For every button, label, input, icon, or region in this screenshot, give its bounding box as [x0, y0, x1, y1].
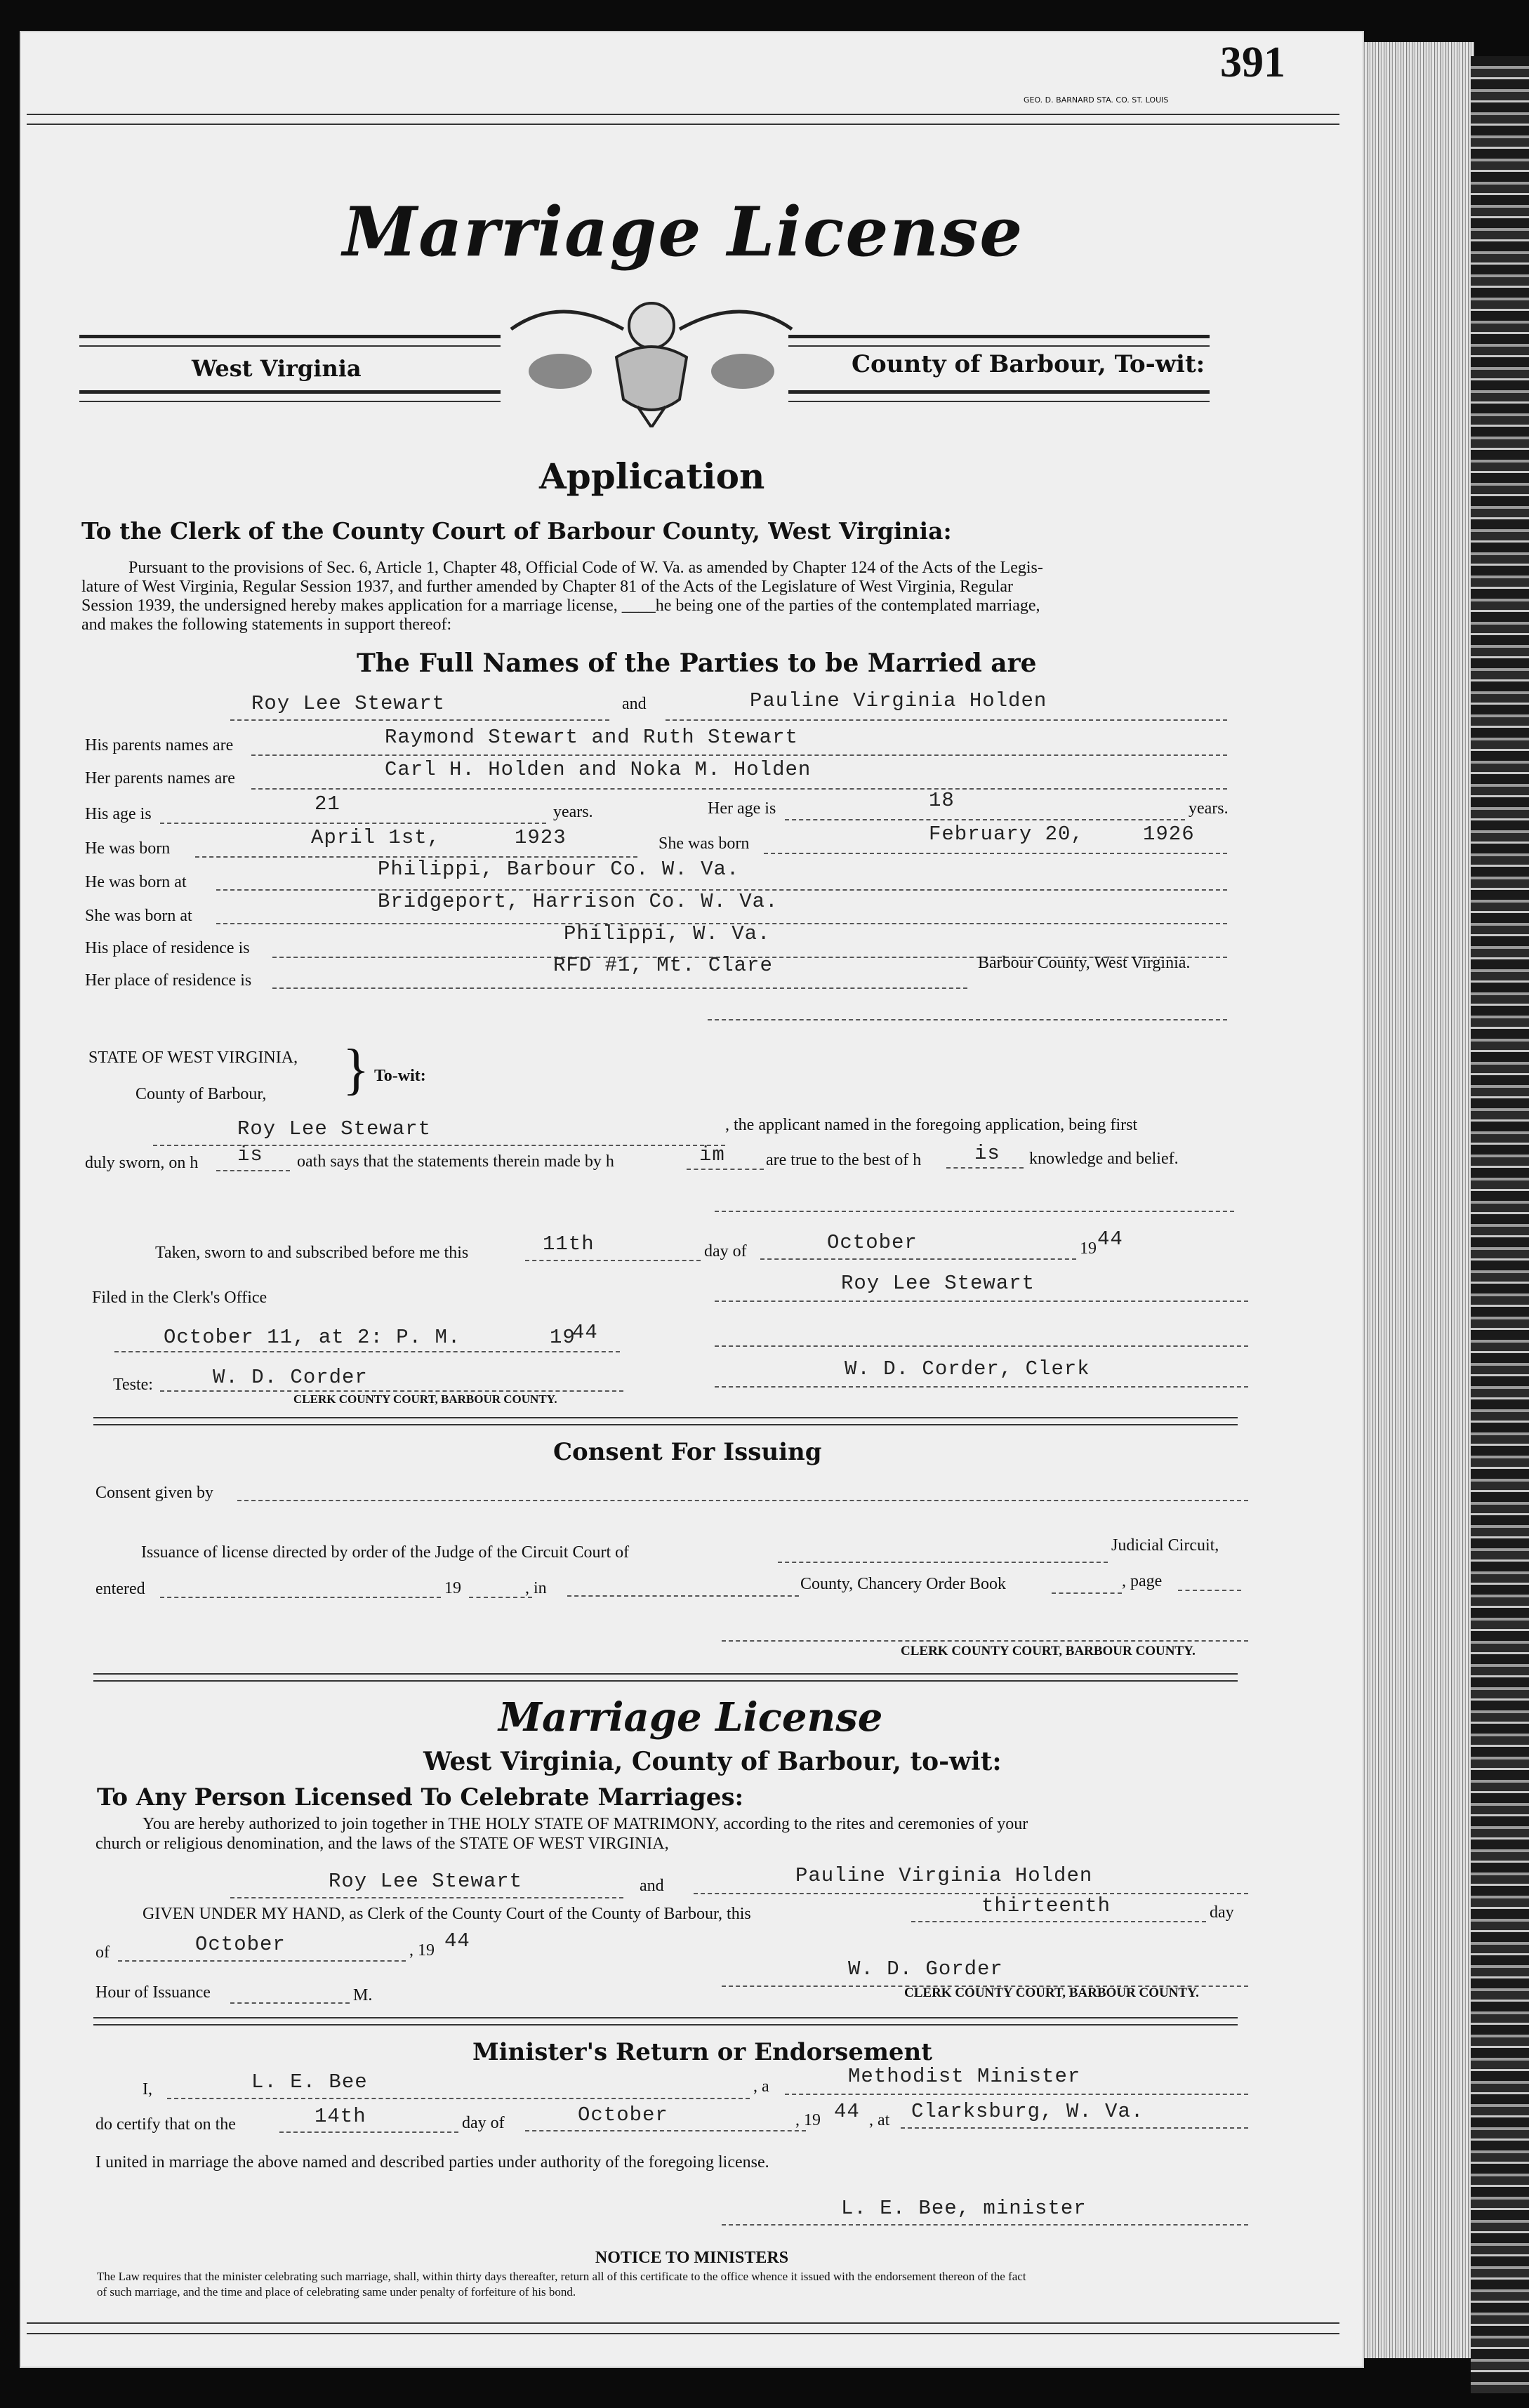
notice-line-1: The Law requires that the minister celebrating such marriage, shall, within thirty days thereafter, return all of this certificate to the office whence it issued with the endorsement thereon of the fact — [97, 2270, 1026, 2283]
divider-1b — [93, 1424, 1238, 1425]
page-number: 391 — [1220, 39, 1285, 86]
consent-judicial: Judicial Circuit, — [1111, 1536, 1219, 1555]
taken-day: 11th — [543, 1232, 595, 1256]
oath-brace: } — [343, 1039, 370, 1100]
divider-3 — [93, 2017, 1238, 2018]
pursuant-line-3: Session 1939, the undersigned hereby makes application for a marriage license, ____he being one of the parties of the contemplated marriage, — [81, 597, 1040, 615]
header-rule-left-2 — [79, 345, 501, 347]
header-rule-left-3 — [79, 390, 501, 394]
header-state: West Virginia — [192, 355, 362, 382]
license-of: of — [95, 1943, 110, 1962]
license-given: GIVEN UNDER MY HAND, as Clerk of the County Court of the County of Barbour, this — [143, 1905, 751, 1923]
he-born-label: He was born — [85, 839, 171, 858]
taken-year-suffix: 44 — [1097, 1228, 1123, 1251]
minister-year-suffix: 44 — [834, 2100, 860, 2123]
header-county: County of Barbour, To-wit: — [852, 350, 1205, 378]
header-rule-right — [788, 335, 1210, 338]
she-born-year: 1926 — [1143, 823, 1195, 846]
license-page — [20, 31, 1364, 2368]
license-year-suffix: 44 — [444, 1929, 470, 1953]
sworn-him: im — [699, 1143, 725, 1166]
sworn-his-2: is — [974, 1142, 1000, 1165]
minister-title: Methodist Minister — [848, 2065, 1081, 2088]
consent-given-by: Consent given by — [95, 1484, 213, 1502]
consent-page: , page — [1122, 1572, 1163, 1590]
divider-3b — [93, 2024, 1238, 2025]
his-residence-label: His place of residence is — [85, 939, 250, 957]
his-age-label: His age is — [85, 805, 152, 823]
license-bride: Pauline Virginia Holden — [795, 1864, 1093, 1887]
sworn-c: are true to the best of h — [766, 1151, 922, 1169]
license-clerk-caption: CLERK COUNTY COURT, BARBOUR COUNTY. — [904, 1985, 1199, 2000]
header-rule-right-3 — [788, 390, 1210, 394]
consent-issuance: Issuance of license directed by order of the Judge of the Circuit Court of — [141, 1543, 630, 1562]
top-rule — [27, 114, 1339, 115]
minister-signature: L. E. Bee, minister — [841, 2197, 1087, 2220]
her-years-label: years. — [1189, 799, 1229, 818]
license-title: Marriage License — [498, 1694, 883, 1741]
minister-name: L. E. Bee — [251, 2070, 368, 2094]
notice-heading: NOTICE TO MINISTERS — [595, 2249, 789, 2267]
teste-clerk-caption: CLERK COUNTY COURT, BARBOUR COUNTY. — [293, 1392, 557, 1406]
sworn-d: knowledge and belief. — [1029, 1150, 1179, 1168]
divider-2 — [93, 1673, 1238, 1675]
license-year-prefix: , 19 — [409, 1941, 435, 1960]
names-heading: The Full Names of the Parties to be Married are — [357, 648, 1037, 678]
license-groom: Roy Lee Stewart — [329, 1870, 523, 1893]
to-clerk: To the Clerk of the County Court of Barbour County, West Virginia: — [81, 517, 952, 545]
filed-year-suffix: 44 — [572, 1321, 598, 1344]
sworn-b: oath says that the statements therein made by h — [297, 1152, 614, 1171]
bottom-rule-2 — [27, 2333, 1339, 2334]
consent-clerk-caption: CLERK COUNTY COURT, BARBOUR COUNTY. — [901, 1644, 1196, 1658]
main-title: Marriage License — [343, 192, 1024, 272]
license-auth-1: You are hereby authorized to join together in THE HOLY STATE OF MATRIMONY, according to the rites and ceremonies of your — [143, 1815, 1028, 1833]
divider-2b — [93, 1680, 1238, 1682]
his-residence: Philippi, W. Va. — [564, 922, 771, 945]
her-residence: RFD #1, Mt. Clare — [553, 954, 773, 977]
and-label: and — [622, 695, 647, 713]
application-heading: Application — [539, 455, 765, 497]
he-born-year: 1923 — [515, 826, 567, 849]
her-parents: Carl H. Holden and Noka M. Holden — [385, 758, 812, 781]
divider-1 — [93, 1417, 1238, 1418]
taken-label: Taken, sworn to and subscribed before me this — [155, 1244, 469, 1262]
taken-day-of: day of — [704, 1242, 747, 1260]
consent-nineteen: 19 — [444, 1579, 461, 1597]
he-born-date: April 1st, — [311, 826, 441, 849]
top-rule-2 — [27, 124, 1339, 125]
notice-line-2: of such marriage, and the time and place of celebrating same under penalty of forfeiture of his bond. — [97, 2285, 576, 2299]
oath-county: County of Barbour, — [135, 1085, 267, 1103]
minister-certify: do certify that on the — [95, 2115, 236, 2134]
consent-heading: Consent For Issuing — [553, 1438, 822, 1466]
oath-applicant-suffix: , the applicant named in the foregoing application, being first — [725, 1116, 1138, 1134]
his-parents: Raymond Stewart and Ruth Stewart — [385, 726, 798, 749]
pursuant-line-4: and makes the following statements in support thereof: — [81, 616, 452, 634]
her-age-label: Her age is — [708, 799, 776, 818]
bride-name: Pauline Virginia Holden — [750, 689, 1047, 712]
she-born-at: Bridgeport, Harrison Co. W. Va. — [378, 890, 779, 913]
oath-state: STATE OF WEST VIRGINIA, — [88, 1049, 298, 1067]
printer-mark: GEO. D. BARNARD STA. CO. ST. LOUIS — [1024, 95, 1169, 105]
pursuant-line-1: Pursuant to the provisions of Sec. 6, Article 1, Chapter 48, Official Code of W. Va. as amended by Chapter 124 of the Acts of the Legis- — [128, 559, 1043, 577]
license-to-any: To Any Person Licensed To Celebrate Marriages: — [97, 1783, 744, 1811]
license-given-day: thirteenth — [981, 1894, 1111, 1917]
teste-value: W. D. Corder — [213, 1366, 368, 1389]
oath-signature: Roy Lee Stewart — [841, 1272, 1035, 1295]
oath-to-wit: To-wit: — [374, 1067, 426, 1085]
minister-year-prefix: , 19 — [795, 2111, 821, 2129]
her-parents-label: Her parents names are — [85, 769, 235, 787]
his-years-label: years. — [553, 803, 593, 821]
license-m: M. — [353, 1986, 373, 2004]
license-day-label: day — [1210, 1903, 1234, 1922]
minister-at: , at — [869, 2111, 890, 2129]
she-born-at-label: She was born at — [85, 907, 192, 925]
taken-year-prefix: 19 — [1080, 1239, 1097, 1258]
consent-county-book: County, Chancery Order Book — [800, 1575, 1007, 1593]
minister-heading: Minister's Return or Endorsement — [472, 2038, 932, 2066]
filed-year-prefix: 19 — [550, 1326, 576, 1349]
sworn-a: duly sworn, on h — [85, 1154, 199, 1172]
pursuant-line-2: lature of West Virginia, Regular Session 1937, and further amended by Chapter 81 of the Acts of the Legislature of West Virginia, Regular — [81, 578, 1013, 596]
filed-value: October 11, at 2: P. M. — [164, 1326, 461, 1349]
header-rule-right-4 — [788, 401, 1210, 402]
header-rule-left — [79, 335, 501, 338]
his-age: 21 — [315, 792, 340, 816]
he-born-at: Philippi, Barbour Co. W. Va. — [378, 858, 740, 881]
her-age: 18 — [929, 789, 955, 812]
taken-month: October — [827, 1231, 918, 1254]
filed-label: Filed in the Clerk's Office — [92, 1289, 267, 1307]
license-hour-label: Hour of Issuance — [95, 1983, 211, 2002]
minister-day: 14th — [315, 2105, 366, 2128]
teste-label: Teste: — [113, 1376, 153, 1394]
minister-a: , a — [753, 2077, 769, 2096]
license-month: October — [195, 1933, 286, 1956]
minister-month: October — [578, 2103, 668, 2127]
she-born-label: She was born — [658, 834, 750, 853]
she-born-date: February 20, — [929, 823, 1084, 846]
he-born-at-label: He was born at — [85, 873, 187, 891]
header-rule-left-4 — [79, 401, 501, 402]
consent-entered: entered — [95, 1580, 145, 1598]
clerk-signature: W. D. Corder, Clerk — [845, 1357, 1090, 1381]
license-auth-2: church or religious denomination, and the laws of the STATE OF WEST VIRGINIA, — [95, 1835, 669, 1853]
minister-i: I, — [143, 2080, 152, 2098]
header-rule-right-2 — [788, 345, 1210, 347]
consent-in: , in — [525, 1579, 547, 1597]
her-residence-label: Her place of residence is — [85, 971, 252, 990]
license-subtitle: West Virginia, County of Barbour, to-wit: — [423, 1747, 1002, 1776]
bottom-rule — [27, 2322, 1339, 2324]
minister-place: Clarksburg, W. Va. — [911, 2100, 1144, 2123]
ledger-binding — [1471, 56, 1529, 2393]
license-clerk-sig: W. D. Gorder — [848, 1957, 1003, 1981]
groom-name: Roy Lee Stewart — [251, 692, 446, 715]
sworn-his: is — [237, 1143, 263, 1166]
his-parents-label: His parents names are — [85, 736, 234, 754]
oath-applicant: Roy Lee Stewart — [237, 1117, 432, 1140]
minister-day-of: day of — [462, 2114, 505, 2132]
minister-united: I united in marriage the above named and described parties under authority of the foregoing license. — [95, 2153, 769, 2171]
license-and: and — [640, 1877, 664, 1895]
cherub-emblem-icon — [504, 287, 799, 427]
county-suffix: Barbour County, West Virginia. — [978, 954, 1191, 972]
